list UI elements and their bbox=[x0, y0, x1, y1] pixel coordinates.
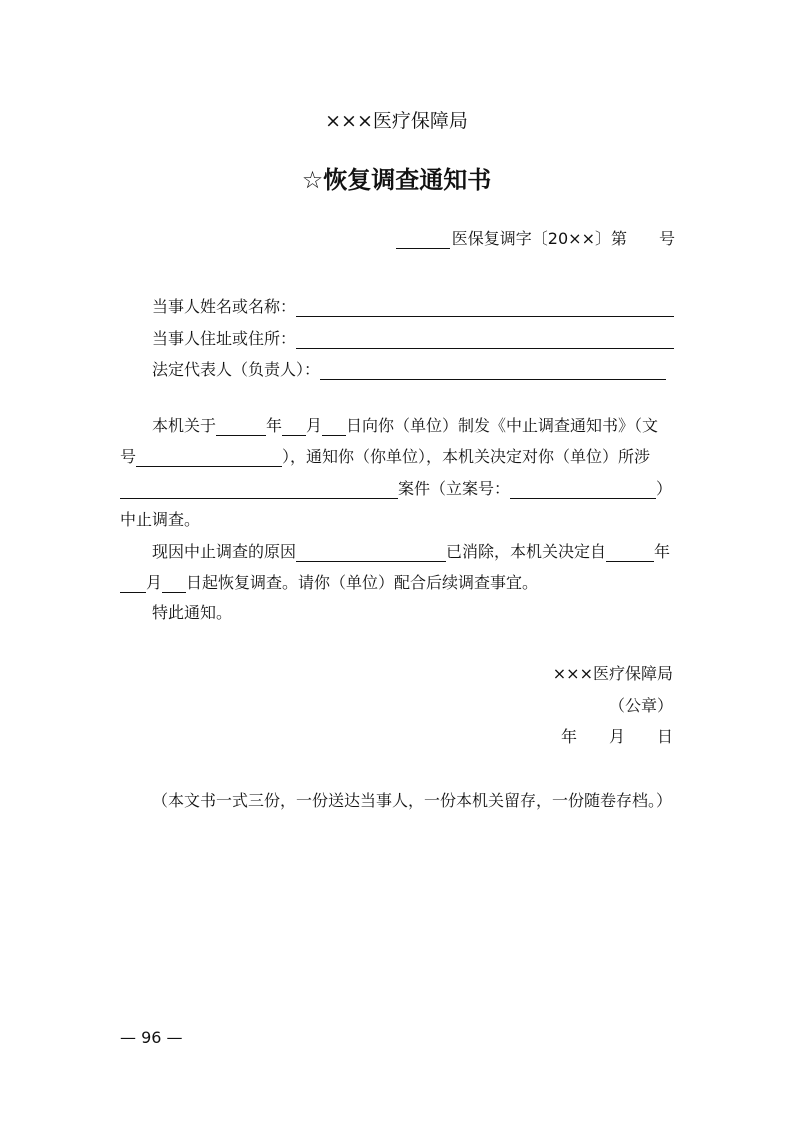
p7-text: 特此通知。 bbox=[152, 603, 233, 622]
document-title: ☆恢复调查通知书 bbox=[301, 166, 492, 194]
p5-text-a: 现因中止调查的原因 bbox=[152, 542, 297, 561]
p6-text-b: 日起恢复调查。请你（单位）配合后续调查事宜。 bbox=[186, 573, 539, 592]
p3-text-b: ） bbox=[656, 479, 673, 498]
document-number bbox=[396, 226, 675, 249]
party-address-blank bbox=[296, 328, 674, 349]
p5-year-label: 年 bbox=[654, 542, 671, 561]
p5-text-b: 已消除，本机关决定自 bbox=[446, 542, 607, 561]
p1-year-blank bbox=[216, 415, 266, 436]
p2-docno-blank bbox=[136, 446, 282, 467]
party-address-label: 当事人住址或住所： bbox=[152, 329, 297, 348]
party-name-blank bbox=[296, 296, 674, 317]
paragraph-line-3 bbox=[120, 476, 672, 499]
p4-text: 中止调查。 bbox=[120, 510, 201, 529]
issuing-organization: ×××医疗保障局 bbox=[325, 110, 468, 132]
doc-no-prefix-blank bbox=[396, 228, 450, 249]
paragraph-line-6 bbox=[120, 570, 538, 593]
p1-month-label: 月 bbox=[306, 416, 323, 435]
p1-day-blank bbox=[322, 415, 346, 436]
party-name-label: 当事人姓名或名称： bbox=[152, 297, 297, 316]
p2-text-b: ），通知你（你单位），本机关决定对你（单位）所涉 bbox=[282, 447, 651, 466]
p6-month-label: 月 bbox=[146, 573, 163, 592]
paragraph-line-1 bbox=[152, 413, 658, 436]
p5-year-blank bbox=[606, 541, 654, 562]
p5-reason-blank bbox=[296, 541, 446, 562]
legal-rep-label: 法定代表人（负责人）： bbox=[152, 360, 321, 379]
p1-text-a: 本机关于 bbox=[152, 416, 217, 435]
doc-no-text: 医保复调字〔20××〕第 bbox=[451, 229, 627, 248]
doc-no-suffix: 号 bbox=[658, 229, 675, 248]
p3-text-a: 案件（立案号： bbox=[398, 479, 511, 498]
p3-caseno-blank bbox=[510, 478, 656, 499]
party-name-field bbox=[152, 294, 674, 317]
paragraph-line-2 bbox=[120, 444, 650, 467]
legal-rep-blank bbox=[320, 359, 666, 380]
page-number: — 96 — bbox=[120, 1028, 183, 1047]
signature-date: 年 月 日 bbox=[560, 727, 673, 746]
p3-case-blank bbox=[120, 478, 398, 499]
party-address-field bbox=[152, 326, 674, 349]
p6-day-blank bbox=[162, 572, 186, 593]
paragraph-line-5 bbox=[152, 539, 670, 562]
paragraph-line-7 bbox=[152, 600, 232, 623]
paragraph-line-4 bbox=[120, 507, 200, 530]
p1-text-b: 日向你（单位）制发《中止调查通知书》（文 bbox=[346, 416, 659, 435]
p1-month-blank bbox=[282, 415, 306, 436]
signature-org: ×××医疗保障局 bbox=[552, 664, 673, 683]
signature-seal: （公章） bbox=[608, 696, 673, 715]
p6-month-blank bbox=[120, 572, 146, 593]
p1-year-label: 年 bbox=[266, 416, 283, 435]
legal-rep-field bbox=[152, 357, 666, 380]
p2-text-a: 号 bbox=[120, 447, 137, 466]
footnote: （本文书一式三份，一份送达当事人，一份本机关留存，一份随卷存档。） bbox=[152, 791, 673, 810]
